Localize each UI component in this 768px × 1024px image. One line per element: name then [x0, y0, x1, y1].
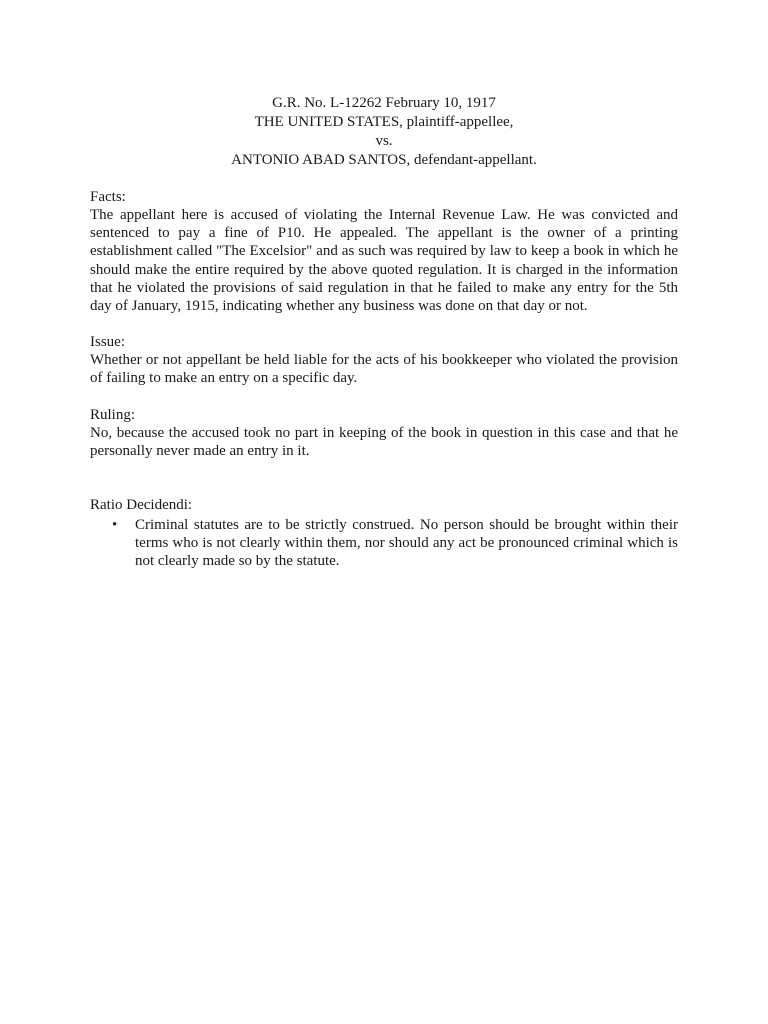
document-page — [90, 94, 678, 571]
list-item-text: Criminal statutes are to be strictly construed. No person should be brought within their terms who is not clearly within them, nor should any act be pronounced criminal which is not clearly made so by the statute. — [135, 517, 678, 570]
facts-heading: Facts: — [90, 189, 126, 205]
ruling-heading: Ruling: — [90, 406, 136, 423]
ruling-text: No, because the accused took no part in keeping of the book in question in this case and that he personally never made an entry in it. — [90, 424, 678, 459]
case-header — [90, 94, 678, 170]
defendant-line: ANTONIO ABAD SANTOS, defendant-appellant. — [231, 152, 537, 168]
list-item — [90, 516, 678, 571]
ruling-section — [90, 406, 678, 460]
ratio-heading: Ratio Decidendi: — [90, 497, 193, 514]
versus-line: vs. — [375, 133, 393, 149]
plaintiff-line: THE UNITED STATES, plaintiff-appellee, — [254, 114, 514, 130]
case-number: G.R. No. L-12262 February 10, 1917 — [272, 95, 496, 111]
ratio-section — [90, 496, 678, 571]
bullet-icon: • — [112, 517, 118, 534]
issue-section — [90, 333, 678, 387]
facts-section — [90, 188, 678, 315]
issue-text: Whether or not appellant be held liable for the acts of his bookkeeper who violated the provision of failing to make an entry on a specific day. — [90, 352, 678, 387]
issue-heading: Issue: — [90, 334, 125, 351]
ratio-list — [90, 516, 678, 571]
facts-text: The appellant here is accused of violating the Internal Revenue Law. He was convicted and sentenced to pay a fine of P10. He appealed. The appellant is the owner of a printing establishment called "The Excelsior" and as such was required by law to keep a book in which he should make the entire required by the above quoted regulation. It is charged in the information that he violated the provisions of said regulation in that he failed to make any entry for the 5th day of January, 1915, indicating whether any business was done on that day or not. — [90, 207, 678, 315]
